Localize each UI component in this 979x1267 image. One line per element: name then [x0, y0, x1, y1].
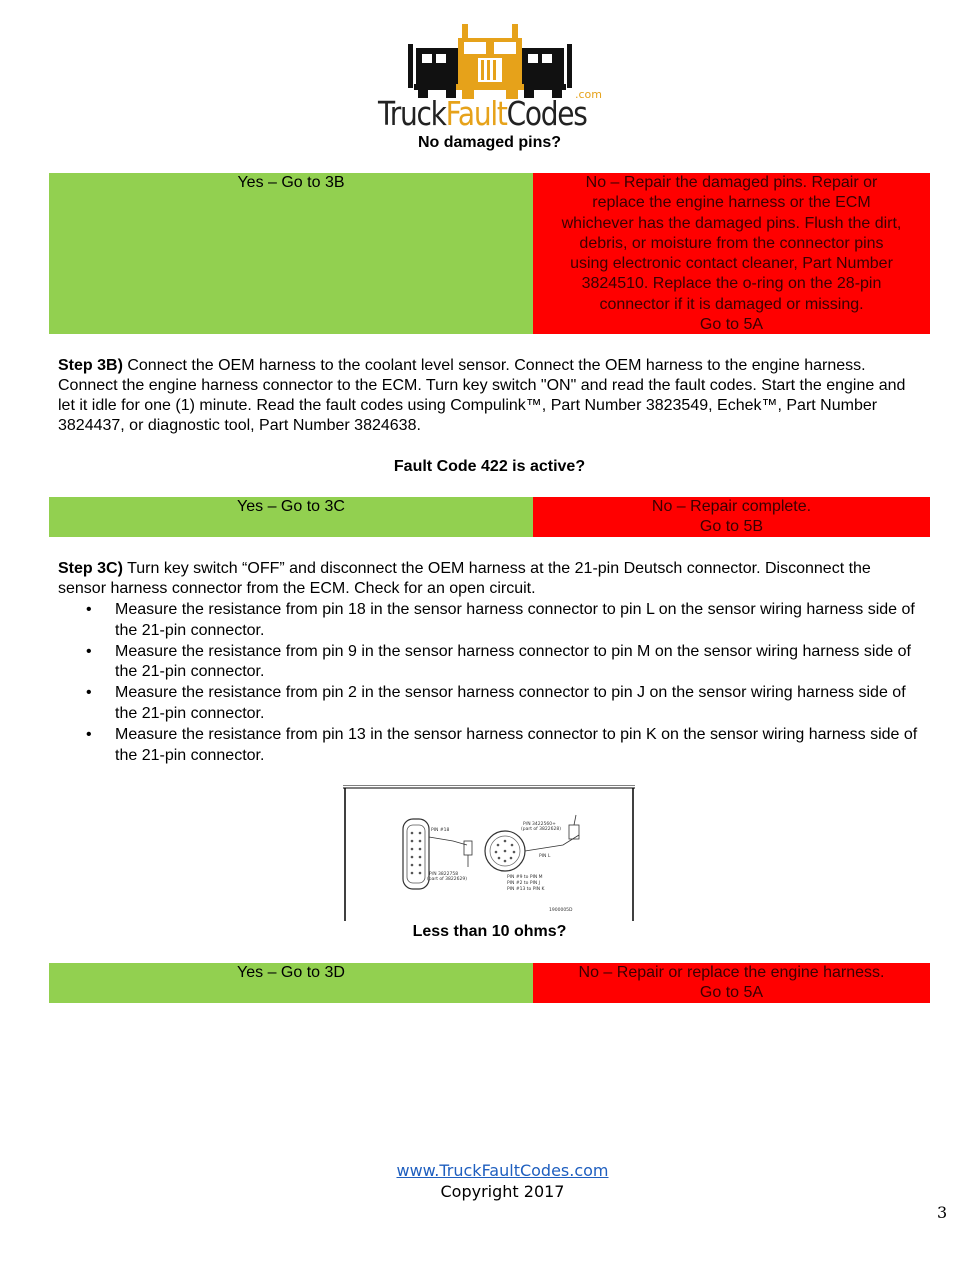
decision-row-3	[49, 963, 930, 1003]
footer-copyright: Copyright 2017	[440, 1182, 565, 1201]
fig-label-part-left: (part of 3822629)	[427, 877, 467, 882]
measurement-list	[58, 600, 918, 766]
question-less-than-10-ohms: Less than 10 ohms?	[412, 923, 567, 940]
fig-label-part-right: (part of 3822628)	[521, 827, 561, 832]
connector-diagram	[343, 785, 635, 921]
list-item: • Measure the resistance from pin 9 in the sensor harness connector to pin M on the sensor wiring harness side of the 21-pin connector.	[86, 642, 911, 681]
step-3b-paragraph: Step 3B) Connect the OEM harness to the coolant level sensor. Connect the OEM harness to the engine harness. Connect the engine harness connector to the ECM. Turn key switch "ON" and read the fault codes. Start the engine and let it idle for one (1) minute. Read the fault codes using Compulink™, Part Number 3823549, Echek™, Part Number 3824437, or diagnostic tool, Part Number 3824638.	[58, 357, 906, 434]
fig-label-pin2: PIN #2 to PIN J	[507, 881, 541, 886]
fig-label-code: 1900005D	[549, 908, 573, 913]
list-item: • Measure the resistance from pin 13 in the sensor harness connector to pin K on the sensor wiring harness side of the 21-pin connector.	[86, 725, 918, 764]
no-cell: No – Repair complete. Go to 5B	[533, 497, 930, 537]
fig-label-pn-right: P/N 3422560+	[523, 822, 556, 827]
list-item: • Measure the resistance from pin 2 in the sensor harness connector to pin J on the sensor wiring harness side of the 21-pin connector.	[86, 684, 906, 722]
no-cell: No – Repair the damaged pins. Repair or replace the engine harness or the ECM whichever has the damaged pins. Flush the dirt, debris, or moisture from the connector pins using electronic contact cleaner, Part Number 3824510. Replace the o-ring on the 28-pin connector if it is damaged or missing. Go to 5A	[533, 173, 930, 334]
decision-row-1	[49, 173, 930, 334]
no-cell: No – Repair or replace the engine harness. Go to 5A	[533, 963, 930, 1003]
page-number: 3	[937, 1203, 948, 1222]
truckfaultcodes-logo	[378, 20, 602, 132]
question-fault-code-active: Fault Code 422 is active?	[393, 458, 586, 475]
fig-label-pin9: PIN #9 to PIN M	[507, 875, 543, 880]
decision-row-2	[49, 497, 930, 537]
step-3c-paragraph: Step 3C) Turn key switch “OFF” and disconnect the OEM harness at the 21-pin Deutsch connector. Disconnect the sensor harness connector from the ECM. Check for an open circuit.	[58, 560, 871, 597]
question-no-damaged-pins: No damaged pins?	[417, 134, 562, 151]
fig-label-pin13: PIN #13 to PIN K	[507, 887, 545, 892]
footer-url	[0, 1161, 979, 1180]
connector-diagram-graphic	[343, 785, 635, 921]
list-item: • Measure the resistance from pin 18 in the sensor harness connector to pin L on the sensor wiring harness side of the 21-pin connector.	[86, 601, 915, 639]
website-link[interactable]: www.TruckFaultCodes.com	[396, 1161, 609, 1180]
fig-label-pin-l: PIN L	[539, 854, 551, 859]
truck-grille-icon	[378, 20, 602, 100]
logo-wordmark: TruckFaultCodes	[378, 94, 587, 133]
fig-label-pn-left: P/N 3822758	[429, 872, 459, 877]
yes-cell: Yes – Go to 3B	[49, 173, 533, 334]
fig-label-pin18: PIN #18	[431, 828, 450, 833]
yes-cell: Yes – Go to 3C	[49, 497, 533, 537]
logo-com-suffix: .com	[575, 88, 602, 101]
yes-cell: Yes – Go to 3D	[49, 963, 533, 1003]
